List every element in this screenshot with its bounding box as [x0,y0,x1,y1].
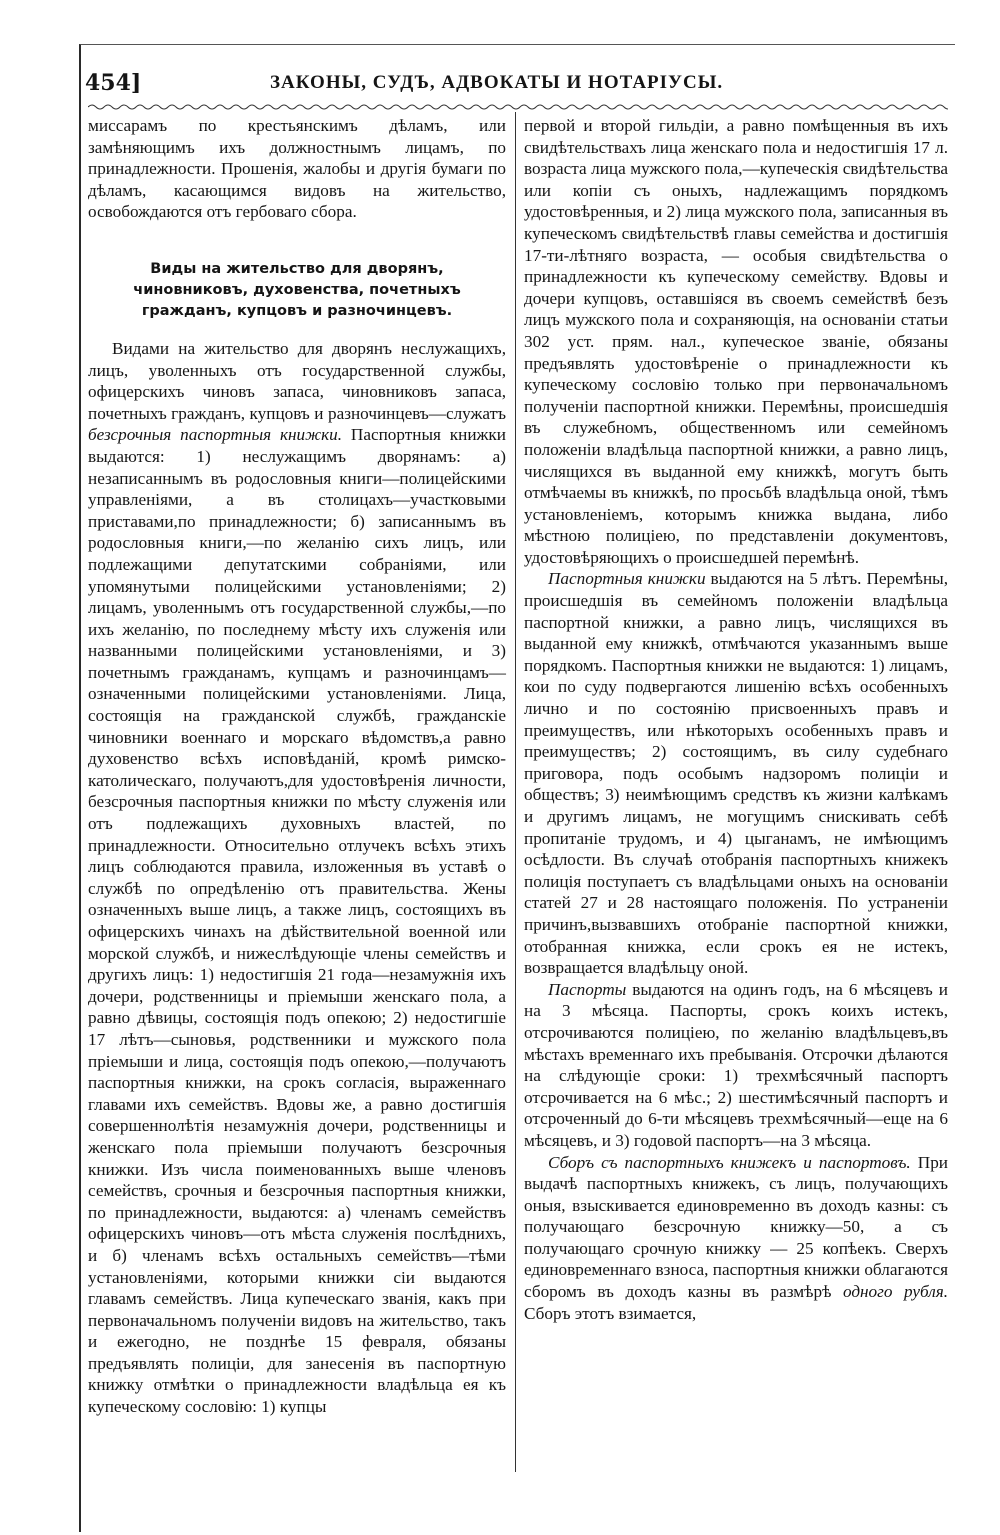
left-p2-emphasis: безсрочныя паспортныя книжки. [88,425,343,445]
right-p3-text: выдаются на одинъ годъ, на 6 мѣсяцевъ и на 3 мѣсяца. Паспорты, срокъ коихъ истекъ, отсрочиваются полиціею, по желанію владѣльцевъ,въ мѣстахъ временнаго ихъ пребыванія. Отсрочки дѣлаются на слѣдующіе сроки: 1) трехмѣсячный паспортъ отсрочивается на 6 мѣс.; 2) шестимѣсячный паспортъ и отсроченный до 6-ти мѣсяцевъ трехмѣсячный—еще на 6 мѣсяцевъ, и 3) годовой паспортъ—на 3 мѣсяца. [524,979,948,1150]
right-p4-emphasis-2: одного рубля. [842,1282,948,1302]
left-column [88,115,506,1418]
left-p2-text-b: Паспортныя книжки выдаются: 1) неслужащимъ дворянамъ: а) незаписаннымъ въ родословныя книги—полицейскими управленіями, а въ столицахъ—участковыми приставами,по принадлежности; б) записаннымъ въ родословныя книги,—по желанію сихъ лицъ, или подлежащими депутатскими собраніями, или упомянутыми полицейскими установленіями; 2) лицамъ, уволеннымъ отъ государственной службы,—по ихъ желанію, по последнему мѣсту ихъ служенія или названными полицейскими установленіями, и 3) почетнымъ гражданамъ, купцамъ и разночинцамъ—означенными полицейскими установленіями. Лица, состоящія на гражданской службѣ, гражданскіе чиновники военнаго и морскаго вѣдомствъ,а равно духовенство всѣхъ исповѣданій, кромѣ римско-католическаго, получаютъ,для удостовѣренія личности, безсрочныя паспортныя книжки по мѣсту служенія или отъ подлежащихъ духовныхъ властей, по принадлежности. Относительно отлучекъ всѣхъ этихъ лицъ соблюдаются правила, изложенныя въ уставѣ о службѣ по опредѣленію отъ правительства. Жены означенныхъ выше лицъ, а также лицъ, состоящихъ въ офицерскихъ чинахъ на дѣйствительной военной или морской службѣ, и нижеслѣдующіе члены семействъ и другихъ лицъ: 1) недостигшія 21 года—незамужнія ихъ дочери, родственницы и пріемыши женскаго пола, а равно дѣвицы, состоящія подъ опекою; 2) недостигшіе 17 лѣтъ—сыновья, родственники и мужского пола пріемыши и лица, состоящія подъ опекою,—получаютъ паспортныя книжки, на срокъ согласія, выраженнаго главами ихъ семействъ. Вдовы же, а равно достигшія совершеннолѣтія незамужнія дочери, родственницы и женскаго пола пріемыши получаютъ безсрочныя книжки. Изъ числа поименованныхъ выше членовъ семействъ, срочныя и безсрочныя паспортныя книжки, по принадлежности, выдаются: а) членамъ семействъ офицерскихъ чиновъ—отъ мѣста служенія послѣднихъ, и б) членамъ всѣхъ остальныхъ семействъ—тѣми установленіями, которыми книжки сіи выдаются главамъ семействъ. Лица купеческаго званія, какъ при первоначальномъ полученіи видовъ на жительство, такъ и ежегодно, не позднѣе 15 февраля, обязаны предъявлять полиціи, для занесенія въ паспортную книжку отмѣтки о принадлежности владѣльца ея къ купеческому сословію: 1) купцы [88,425,506,1417]
right-p4-text-a: При выдачѣ паспортныхъ книжекъ, съ лицъ, получающихъ оныя, взыскивается единовременно въ доходъ казны: съ получающаго безсрочную книжку—50, а съ получающаго срочную книжку — 25 копѣекъ. Сверхъ единовременнаго взноса, паспортныя книжки облагаются сборомъ въ доходъ казны въ размѣрѣ [524,1152,948,1302]
section-subheading: Виды на жительство для дворянъ, чиновниковъ, духовенства, почетныхъ гражданъ, купцовъ и разночинцевъ. [133,260,461,319]
running-title: ЗАКОНЫ, СУДЪ, АДВОКАТЫ И НОТАРІУСЫ. [270,72,724,93]
right-p4-text-b: Сборъ этотъ взимается, [524,1303,697,1323]
right-paragraph-3 [524,979,948,1152]
right-p2-text: выдаются на 5 лѣтъ. Перемѣны, происшедшія въ семейномъ положеніи владѣльца паспортной книжки, а равно лицъ, числящихся въ выданной ему книжкѣ, отмѣчаются указаннымъ выше порядкомъ. Паспортныя книжки не выдаются: 1) лицамъ, кои по суду подвергаются лишенію всѣхъ особенныхъ лично и по состоянію присвоенныхъ правъ и преимуществъ, или нѣкоторыхъ особенныхъ правъ и преимуществъ; 2) состоящимъ, въ силу судебнаго приговора, подъ особымъ надзоромъ полиціи и обществъ; 3) неимѣющимъ средствъ къ жизни калѣкамъ и другимъ лицамъ, не могущимъ снискивать себѣ пропитаніе трудомъ, и 4) цыганамъ, не имѣющимъ осѣдлости. Въ случаѣ отобранія паспортныхъ книжекъ полиція поступаетъ съ владѣльцами оныхъ на основаніи статей 27 и 28 настоящаго положенія. По устраненіи причинъ,вызвавшихъ отобраніе паспортной книжки, отобранная книжка, если срокъ ея не истекъ, возвращается владѣльцу оной. [524,569,948,978]
right-p3-emphasis: Паспорты [548,979,627,999]
header-wavy-rule [88,103,948,111]
right-column [524,115,948,1324]
right-paragraph-4 [524,1152,948,1325]
column-divider [515,112,516,1472]
right-paragraph-2 [524,568,948,978]
right-p4-emphasis: Сборъ съ паспортныхъ книжекъ и паспортовъ. [548,1152,911,1172]
page-header [85,70,955,104]
page-number: 454] [85,70,142,96]
right-paragraph-1: первой и второй гильдіи, а равно помѣщенныя въ ихъ свидѣтельствахъ лица женскаго пола и недостигшія 17 л. возраста лица мужского пола,—купеческія свидѣтельства или копіи съ оныхъ, надлежащимъ порядкомъ удостовѣренныя, и 2) лица мужского пола, записанныя въ купеческомъ свидѣтельствѣ главы семейства и достигшія 17-ти-лѣтняго возраста, — особыя свидѣтельства о принадлежности къ купеческому семейству. Вдовы и дочери купцовъ, оставшіяся въ своемъ семействѣ безъ лицъ мужского пола и сохраняющія, на основаніи статьи 302 уст. прям. нал., купеческое званіе, обязаны предъявлять удостовѣреніе о принадлежности къ купеческому сословію только при первоначальномъ полученіи паспортной книжки. Перемѣны, происшедшія въ служебномъ, общественномъ или семейномъ положеніи владѣльца паспортной книжки, а равно лицъ, числящихся въ выданной ему книжкѣ, могутъ быть отмѣчаемы въ книжкѣ, по просьбѣ владѣльца оной, тѣмъ установленіемъ, которымъ книжка выдана, либо мѣстною полиціею, по представленіи документовъ, удостовѣряющихъ о происшедшей перемѣнѣ. [524,116,948,567]
left-paragraph-2 [88,338,506,1418]
right-p2-emphasis: Паспортныя книжки [548,569,706,589]
left-paragraph-1: миссарамъ по крестьянскимъ дѣламъ, или замѣняющимъ ихъ должностнымъ лицамъ, по принадлежности. Прошенія, жалобы и другія бумаги по дѣламъ, касающимся видовъ на жительство, освобождаются отъ гербоваго сбора. [88,116,506,222]
left-p2-text-a: Видами на жительство для дворянъ неслужащихъ, лицъ, уволенныхъ отъ государственной службы, офицерскихъ чиновъ запаса, чиновниковъ запаса, почетныхъ гражданъ, купцовъ и разночинцевъ—служатъ [88,338,506,423]
